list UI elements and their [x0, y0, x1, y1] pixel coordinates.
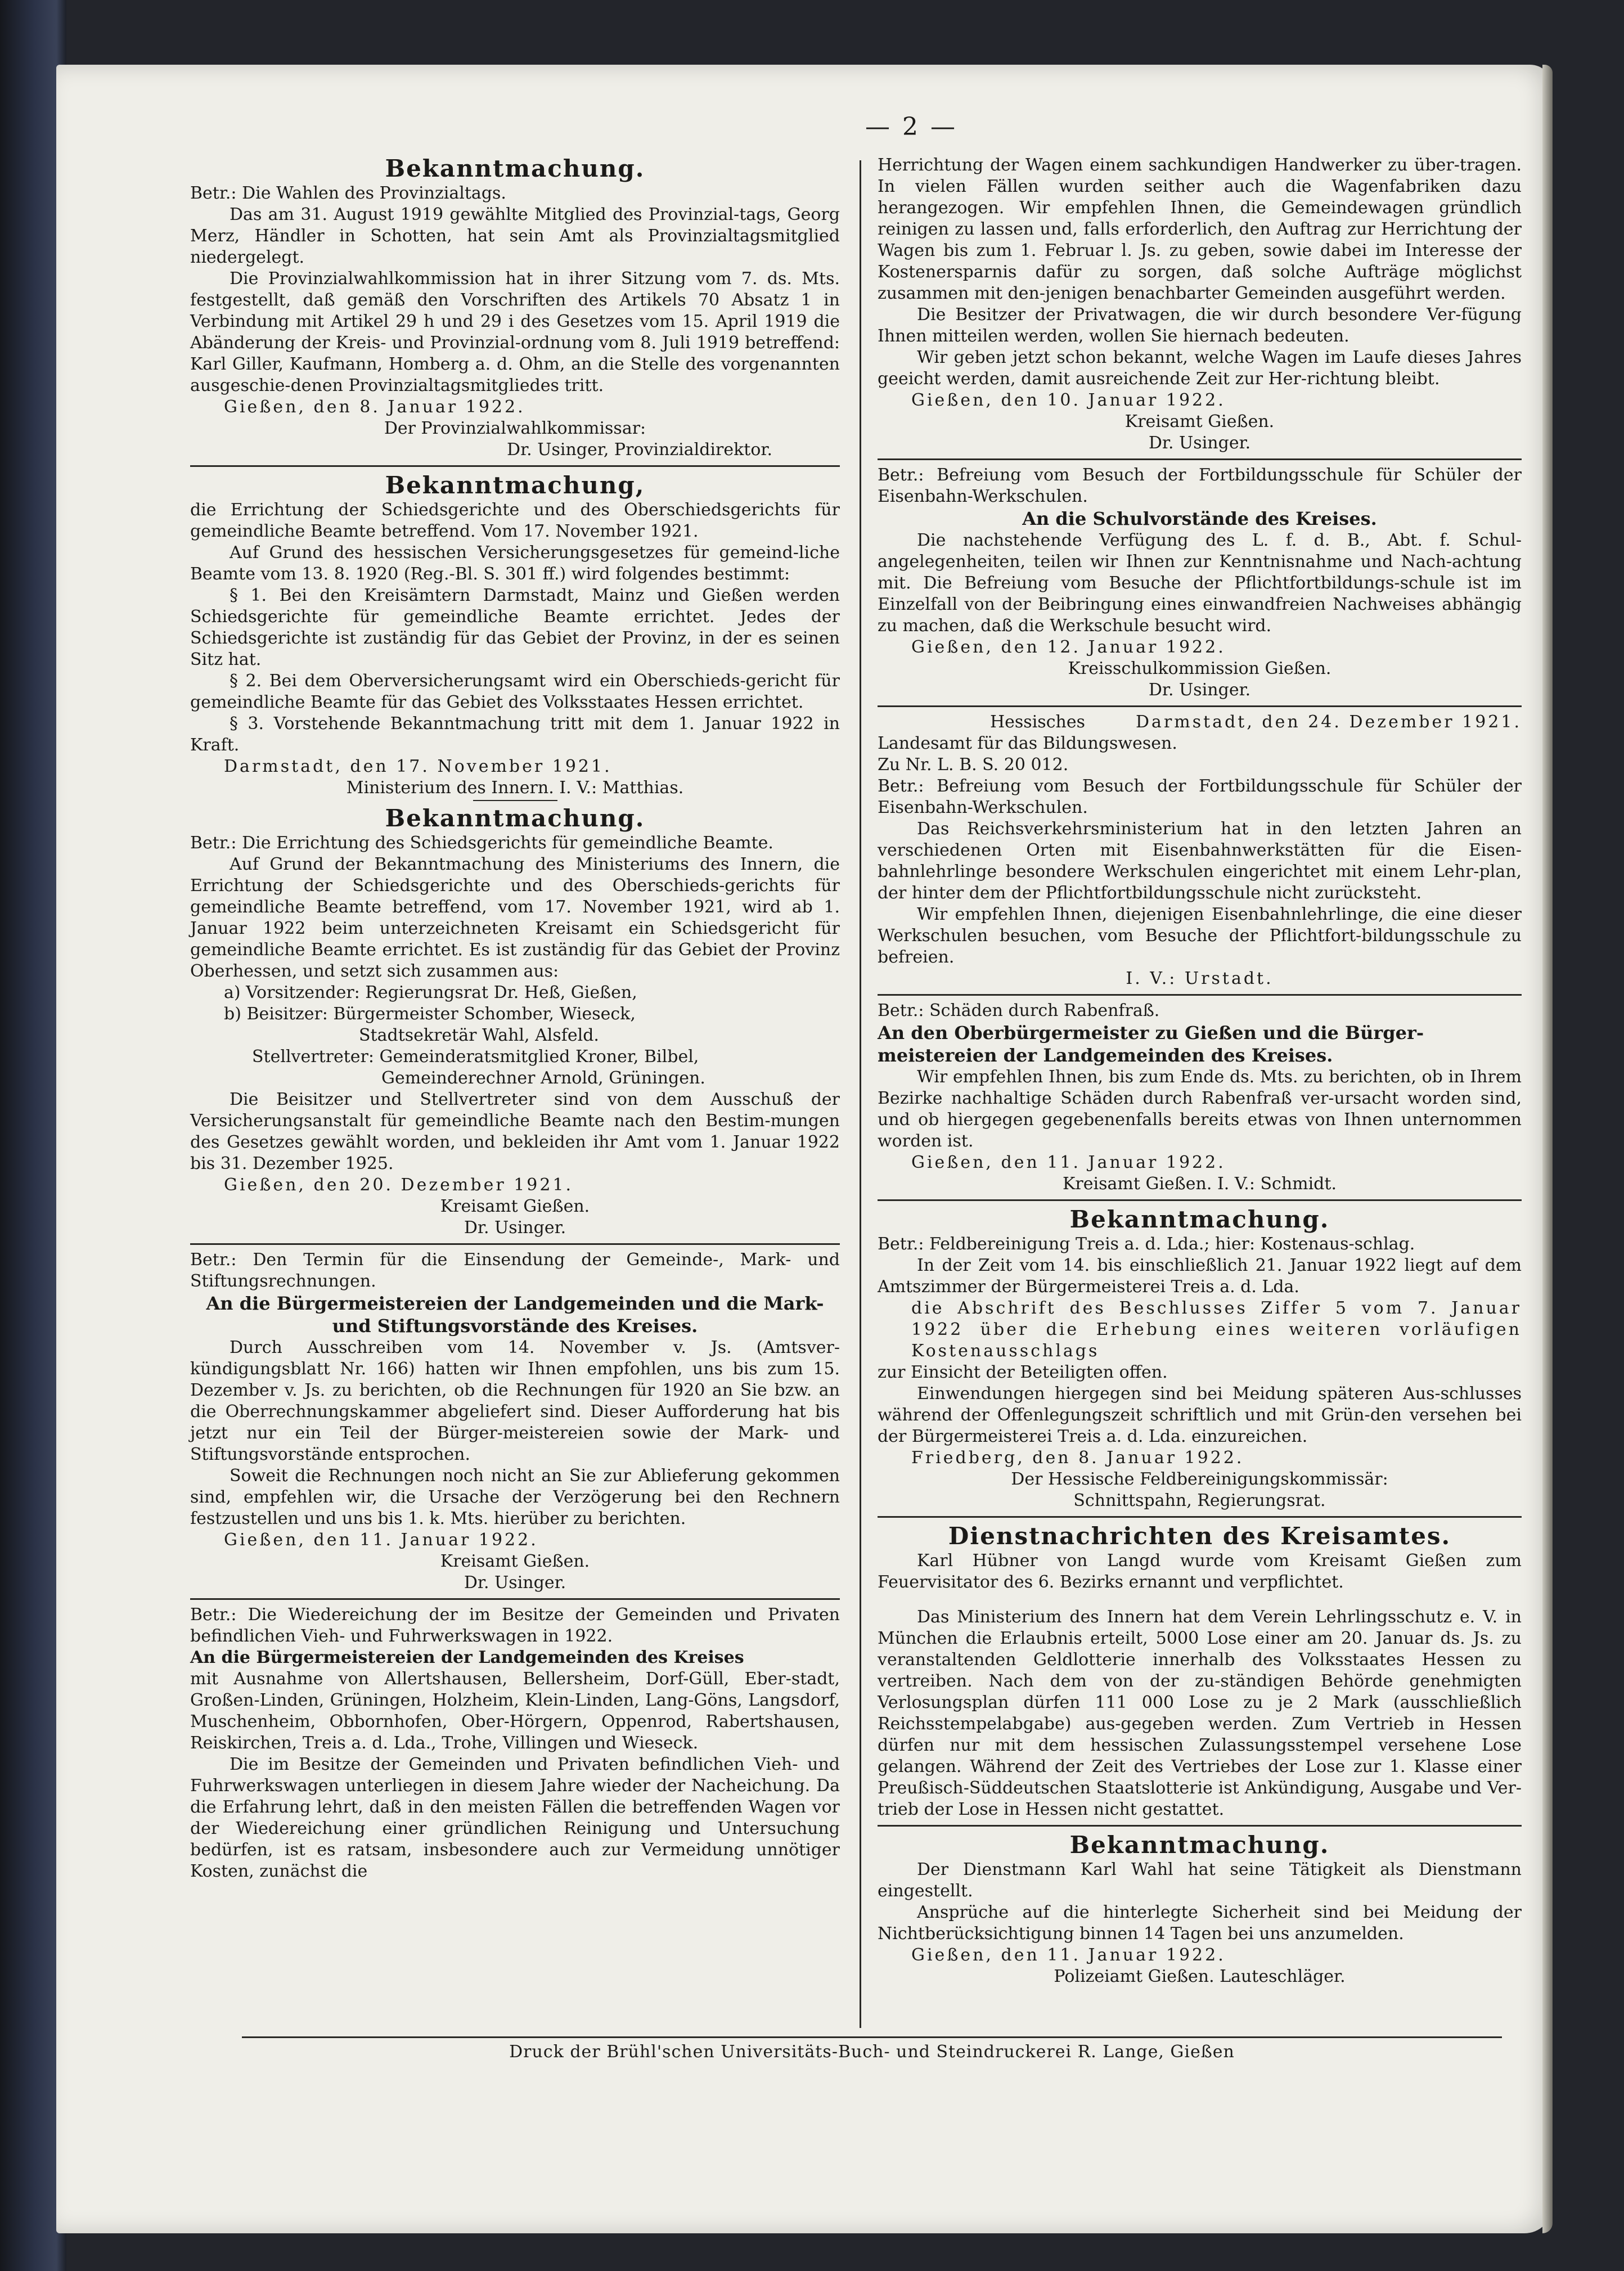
notice-paragraph: Wir geben jetzt schon bekannt, welche Wagen im Laufe dieses Jahres geeicht werden, damit ausreichende Zeit zur Her-richtung bleibt.	[878, 348, 1522, 389]
notice-schiedsgerichte	[190, 471, 840, 801]
notice-signature: Dr. Usinger, Provinzialdirektor.	[507, 440, 772, 460]
notice-paragraph: Das am 31. August 1919 gewählte Mitglied des Provinzial-tags, Georg Merz, Händler in Schotten, hat sein Amt als Provinzialtagsmitglied niedergelegt.	[190, 205, 840, 267]
notice-office: Kreisamt Gießen.	[1124, 412, 1275, 431]
notice-paragraph: Die Beisitzer und Stellvertreter sind von dem Ausschuß der Versicherungsanstalt für gemeindliche Beamte nach den Bestim-mungen des Gesetzes gewählt worden, und bekleiden ihr Amt vom 1. Januar 1922 bis 31. Dezember 1925.	[190, 1090, 840, 1173]
letter-header	[878, 712, 1522, 733]
right-column	[878, 155, 1522, 1991]
notice-exceptions: mit Ausnahme von Allertshausen, Bellersheim, Dorf-Güll, Eber-stadt, Großen-Linden, Grüningen, Holzheim, Klein-Linden, Lang-Göns, Langsdorf, Muschenheim, Obbornhofen, Ober-Hörgern, Oppenrod, Rabertshausen, Reiskirchen, Treis a. d. Lda., Trohe, Villingen und Wieseck.	[190, 1669, 840, 1753]
section-separator	[190, 465, 840, 467]
notice-feldbereinigung	[878, 1206, 1522, 1512]
notice-place-date: Darmstadt, den 17. November 1921.	[224, 757, 612, 776]
notice-paragraph: § 1. Bei den Kreisämtern Darmstadt, Mainz und Gießen werden Schiedsgerichte für gemeindliche Beamte errichtet. Jedes der Schiedsgerichte ist zuständig für das Gebiet der Provinz, in der es seinen Sitz hat.	[190, 586, 840, 669]
notice-rechnungen	[190, 1249, 840, 1594]
notice-paragraph: zur Einsicht der Beteiligten offen.	[878, 1362, 1168, 1382]
member-line: a) Vorsitzender: Regierungsrat Dr. Heß, Gießen,	[224, 983, 637, 1002]
reference-number: Zu Nr. L. B. S. 20 012.	[878, 755, 1069, 775]
member-line: Gemeinderechner Arnold, Grüningen.	[381, 1068, 705, 1088]
notice-heading: Bekanntmachung.	[385, 804, 645, 832]
section-separator	[190, 1598, 840, 1600]
notice-addressee: An den Oberbürgermeister zu Gießen und die Bürger-meistereien der Landgemeinden des Kreises.	[878, 1022, 1424, 1066]
notice-signature: Kreisamt Gießen. I. V.: Schmidt.	[1063, 1174, 1337, 1194]
notice-subject: Betr.: Schäden durch Rabenfraß.	[878, 1001, 1160, 1020]
notice-signature: I. V.: Urstadt.	[1126, 969, 1274, 988]
notice-wagen-eichung-cont	[878, 155, 1522, 454]
short-separator	[473, 800, 557, 801]
notice-place-date: Gießen, den 20. Dezember 1921.	[224, 1175, 574, 1195]
notice-heading: Bekanntmachung.	[1069, 1831, 1330, 1859]
notice-subject: Betr.: Die Wiedereichung der im Besitze der Gemeinden und Privaten befindlichen Vieh- und Fuhrwerkswagen in 1922.	[190, 1605, 840, 1646]
section-separator	[878, 1199, 1522, 1201]
member-line: Stellvertreter: Gemeinderatsmitglied Kroner, Bilbel,	[252, 1047, 699, 1067]
sender-line: Landesamt für das Bildungswesen.	[878, 734, 1177, 753]
notice-paragraph: In der Zeit vom 14. bis einschließlich 21. Januar 1922 liegt auf dem Amtszimmer der Bürgermeisterei Treis a. d. Lda.	[878, 1256, 1522, 1297]
section-separator	[878, 458, 1522, 460]
notice-paragraph: Auf Grund des hessischen Versicherungsgesetzes für gemeind-liche Beamte vom 13. 8. 1920 (Reg.-Bl. S. 301 ff.) wird folgendes bestimmt:	[190, 543, 840, 584]
page-edge	[1542, 65, 1553, 2233]
notice-paragraph: Das Ministerium des Innern hat dem Verein Lehrlingsschutz e. V. in München die Erlaubnis erteilt, 5000 Lose einer am 20. Januar ds. Js. zu veranstaltenden Geldlotterie innerhalb des Volksstaates Hessen zu vertreiben. Nach dem von der zu-ständigen Behörde genehmigten Verlosungsplan dürfen 111 000 Lose zu je 2 Mark (ausschließlich Reichsstempelabgabe) aus-gegeben werden. Zum Vertrieb in Hessen dürfen nur mit dem hessischen Zulassungsstempel versehene Lose gelangen. Während der Zeit des Vertriebes der Lose zur 1. Klasse einer Preußisch-Süddeutschen Staatslotterie ist Ankündigung, Ausgabe und Ver-trieb der Lose in Hessen nicht gestattet.	[878, 1607, 1522, 1819]
member-line: b) Beisitzer: Bürgermeister Schomber, Wieseck,	[224, 1004, 636, 1024]
notice-paragraph: Der Dienstmann Karl Wahl hat seine Tätigkeit als Dienstmann eingestellt.	[878, 1860, 1522, 1901]
notice-signature: Schnittspahn, Regierungsrat.	[1073, 1491, 1326, 1510]
notice-wagen-eichung	[190, 1604, 840, 1882]
notice-dienstmann	[878, 1831, 1522, 1987]
left-column	[190, 155, 840, 1886]
notice-signature: Dr. Usinger.	[464, 1218, 566, 1238]
notice-paragraph: Die nachstehende Verfügung des L. f. d. B., Abt. f. Schul-angelegenheiten, teilen wir Ihnen zur Kenntnisnahme und Nach-achtung mit. Die Befreiung vom Besuche der Pflichtfortbildungs-schule ist im Einzelfall von der Beibringung eines einwandfreien Nachweises abhängig zu machen, daß die Werkschule besucht wird.	[878, 530, 1522, 636]
notice-paragraph: die Errichtung der Schiedsgerichte und des Oberschiedsgerichts für gemeindliche Beamte betreffend. Vom 17. November 1921.	[190, 500, 840, 541]
notice-office: Der Provinzialwahlkommissar:	[384, 419, 646, 438]
notice-heading: Bekanntmachung.	[385, 155, 645, 182]
printer-imprint: Druck der Brühl'schen Universitäts-Buch- und Steindruckerei R. Lange, Gießen	[509, 2042, 1235, 2062]
notice-paragraph: Wir empfehlen Ihnen, bis zum Ende ds. Mts. zu berichten, ob in Ihrem Bezirke nachhaltige Schäden durch Rabenfraß ver-ursacht worden sind, und ob hiergegen gegebenenfalls bereits etwas von Ihnen unternommen worden ist.	[878, 1067, 1522, 1151]
notice-rabenfrass	[878, 1000, 1522, 1195]
notice-paragraph: § 3. Vorstehende Bekanntmachung tritt mit dem 1. Januar 1922 in Kraft.	[190, 714, 840, 755]
member-line: Stadtsekretär Wahl, Alsfeld.	[359, 1026, 599, 1045]
notice-paragraph: § 2. Bei dem Oberversicherungsamt wird ein Oberschieds-gericht für gemeindliche Beamte für das Gebiet des Volksstaates Hessen errichtet.	[190, 671, 840, 712]
notice-addressee: An die Schulvorstände des Kreises.	[1022, 508, 1377, 529]
page-number: — 2 —	[865, 113, 957, 141]
section-separator	[190, 1243, 840, 1245]
section-separator	[878, 1516, 1522, 1518]
notice-paragraph: Soweit die Rechnungen noch nicht an Sie zur Ablieferung gekommen sind, empfehlen wir, die Ursache der Verzögerung bei den Rechnern festzustellen und uns bis 1. k. Mts. hierüber zu berichten.	[190, 1466, 840, 1528]
notice-office: Der Hessische Feldbereinigungskommissär:	[1011, 1469, 1388, 1489]
notice-fortbildungsschule	[878, 465, 1522, 701]
notice-paragraph: Karl Hübner von Langd wurde vom Kreisamt Gießen zum Feuervisitator des 6. Bezirks ernannt und verpflichtet.	[878, 1551, 1522, 1592]
notice-subject: Betr.: Befreiung vom Besuch der Fortbildungsschule für Schüler der Eisenbahn-Werkschulen.	[878, 465, 1522, 506]
section-separator	[878, 705, 1522, 707]
notice-signature: Dr. Usinger.	[464, 1573, 566, 1593]
notice-heading: Dienstnachrichten des Kreisamtes.	[948, 1522, 1451, 1550]
notice-dienstnachrichten	[878, 1522, 1522, 1820]
notice-place-date: Gießen, den 12. Januar 1922.	[911, 637, 1226, 657]
notice-subject: Betr.: Den Termin für die Einsendung der Gemeinde-, Mark- und Stiftungsrechnungen.	[190, 1250, 840, 1291]
notice-place-date: Gießen, den 8. Januar 1922.	[224, 397, 525, 417]
notice-signature: Ministerium des Innern. I. V.: Matthias.	[346, 778, 684, 798]
notice-heading: Bekanntmachung,	[385, 471, 645, 499]
notice-paragraph: Die im Besitze der Gemeinden und Privaten befindlichen Vieh- und Fuhrwerkswagen unterliegen in diesem Jahre wieder der Nacheichung. Da die Erfahrung lehrt, daß in den meisten Fällen die betreffenden Wagen vor der Wiedereichung einer gründlichen Reinigung und Untersuchung bedürfen, ist es ratsam, insbesondere auch zur Vermeidung unnötiger Kosten, zunächst die	[190, 1755, 840, 1881]
notice-paragraph: Die Provinzialwahlkommission hat in ihrer Sitzung vom 7. ds. Mts. festgestellt, daß gemäß den Vorschriften des Artikels 70 Absatz 1 in Verbindung mit Artikel 29 h und 29 i des Gesetzes vom 15. April 1919 die Abänderung der Kreis- und Provinzial-ordnung vom 8. Juli 1919 betreffend: Karl Giller, Kaufmann, Homberg a. d. Ohm, an die Stelle des vorgenannten ausgeschie-denen Provinzialtagsmitgliedes tritt.	[190, 269, 840, 395]
notice-paragraph: Wir empfehlen Ihnen, diejenigen Eisenbahnlehrlinge, die eine dieser Werkschulen besuchen, vom Besuche der Pflichtfort-bildungsschule zu befreien.	[878, 905, 1522, 967]
notice-landesamt	[878, 712, 1522, 990]
notice-paragraph: Ansprüche auf die hinterlegte Sicherheit sind bei Meidung der Nichtberücksichtigung binnen 14 Tagen bei uns anzumelden.	[878, 1903, 1522, 1944]
notice-schiedsgericht-errichtung	[190, 804, 840, 1239]
notice-paragraph: die Abschrift des Beschlusses Ziffer 5 vom 7. Januar 1922 über die Erhebung eines weiteren vorläufigen Kostenausschlags	[911, 1298, 1522, 1361]
notice-paragraph: Die Besitzer der Privatwagen, die wir durch besondere Ver-fügung Ihnen mitteilen werden, wollen Sie hiernach bedeuten.	[878, 305, 1522, 346]
newspaper-page	[56, 65, 1553, 2233]
notice-place-date: Gießen, den 11. Januar 1922.	[224, 1530, 538, 1550]
notice-subject: Betr.: Die Wahlen des Provinzialtags.	[190, 183, 506, 203]
notice-subject: Betr.: Die Errichtung des Schiedsgerichts für gemeindliche Beamte.	[190, 833, 773, 853]
section-separator	[878, 1825, 1522, 1827]
notice-place-date: Gießen, den 11. Januar 1922.	[911, 1945, 1226, 1965]
notice-signature: Dr. Usinger.	[1148, 433, 1251, 453]
notice-paragraph: Durch Ausschreiben vom 14. November v. Js. (Amtsver-kündigungsblatt Nr. 166) hatten wir Ihnen empfohlen, uns bis zum 15. Dezember v. Js. zu berichten, ob die Rechnungen für 1920 an Sie bzw. an die Oberrechnungskammer abgeliefert sind. Dieser Aufforderung hat bis jetzt nur ein Teil der Bürger-meistereien sowie der Mark- und Stiftungsvorstände entsprochen.	[190, 1338, 840, 1464]
notice-addressee: An die Bürgermeistereien der Landgemeinden und die Mark- und Stiftungsvorstände des Kreises.	[206, 1293, 824, 1337]
notice-place-date: Gießen, den 11. Januar 1922.	[911, 1153, 1226, 1172]
notice-paragraph: Herrichtung der Wagen einem sachkundigen Handwerker zu über-tragen. In vielen Fällen wurden seither auch die Wagenfabriken dazu herangezogen. Wir empfehlen Ihnen, die Gemeindewagen gründlich reinigen zu lassen und, falls erforderlich, den Auftrag zur Herrichtung der Wagen bis zum 1. Februar l. Js. zu geben, sowie dabei im Interesse der Kostenersparnis dafür zu sorgen, daß solche Aufträge möglichst zusammen mit den-jenigen benachbarter Gemeinden ausgeführt werden.	[878, 155, 1522, 303]
notice-subject: Betr.: Befreiung vom Besuch der Fortbildungsschule für Schüler der Eisenbahn-Werkschulen.	[878, 776, 1522, 817]
footer-rule	[242, 2036, 1502, 2038]
notice-signature: Dr. Usinger.	[1148, 680, 1251, 700]
column-divider	[860, 160, 861, 2028]
notice-subject: Betr.: Feldbereinigung Treis a. d. Lda.; hier: Kostenaus-schlag.	[878, 1234, 1415, 1254]
notice-office: Kreisamt Gießen.	[440, 1552, 590, 1571]
notice-place-date: Gießen, den 10. Januar 1922.	[911, 390, 1226, 410]
sender-line: Hessisches	[990, 712, 1085, 732]
notice-paragraph: Das Reichsverkehrsministerium hat in den letzten Jahren an verschiedenen Orten mit Eisenbahnwerkstätten für die Eisen-bahnlehrlinge besondere Werkschulen eingerichtet mit einem Lehr-plan, der hinter dem der Pflichtfortbildungsschule nicht zurücksteht.	[878, 819, 1522, 903]
notice-office: Kreisschulkommission Gießen.	[1068, 659, 1331, 678]
notice-signature: Polizeiamt Gießen. Lauteschläger.	[1054, 1967, 1346, 1986]
notice-place-date: Friedberg, den 8. Januar 1922.	[911, 1448, 1244, 1468]
notice-heading: Bekanntmachung.	[1069, 1206, 1330, 1233]
notice-paragraph: Auf Grund der Bekanntmachung des Ministeriums des Innern, die Errichtung der Schiedsgerichte und des Oberschieds-gerichts für gemeindliche Beamte betreffend, vom 17. November 1921, wird ab 1. Januar 1922 beim unterzeichneten Kreisamt ein Schiedsgericht für gemeindliche Beamte errichtet. Es ist zuständig für das Gebiet der Provinz Oberhessen, und setzt sich zusammen aus:	[190, 855, 840, 981]
section-separator	[878, 994, 1522, 996]
notice-office: Kreisamt Gießen.	[440, 1197, 590, 1216]
notice-addressee: An die Bürgermeistereien der Landgemeinden des Kreises	[190, 1648, 744, 1667]
notice-paragraph: Einwendungen hiergegen sind bei Meidung späteren Aus-schlusses während der Offenlegungszeit schriftlich und mit Grün-den versehen bei der Bürgermeisterei Treis a. d. Lda. einzureichen.	[878, 1384, 1522, 1446]
notice-provinzialtag	[190, 155, 840, 461]
notice-place-date: Darmstadt, den 24. Dezember 1921.	[1136, 712, 1522, 732]
